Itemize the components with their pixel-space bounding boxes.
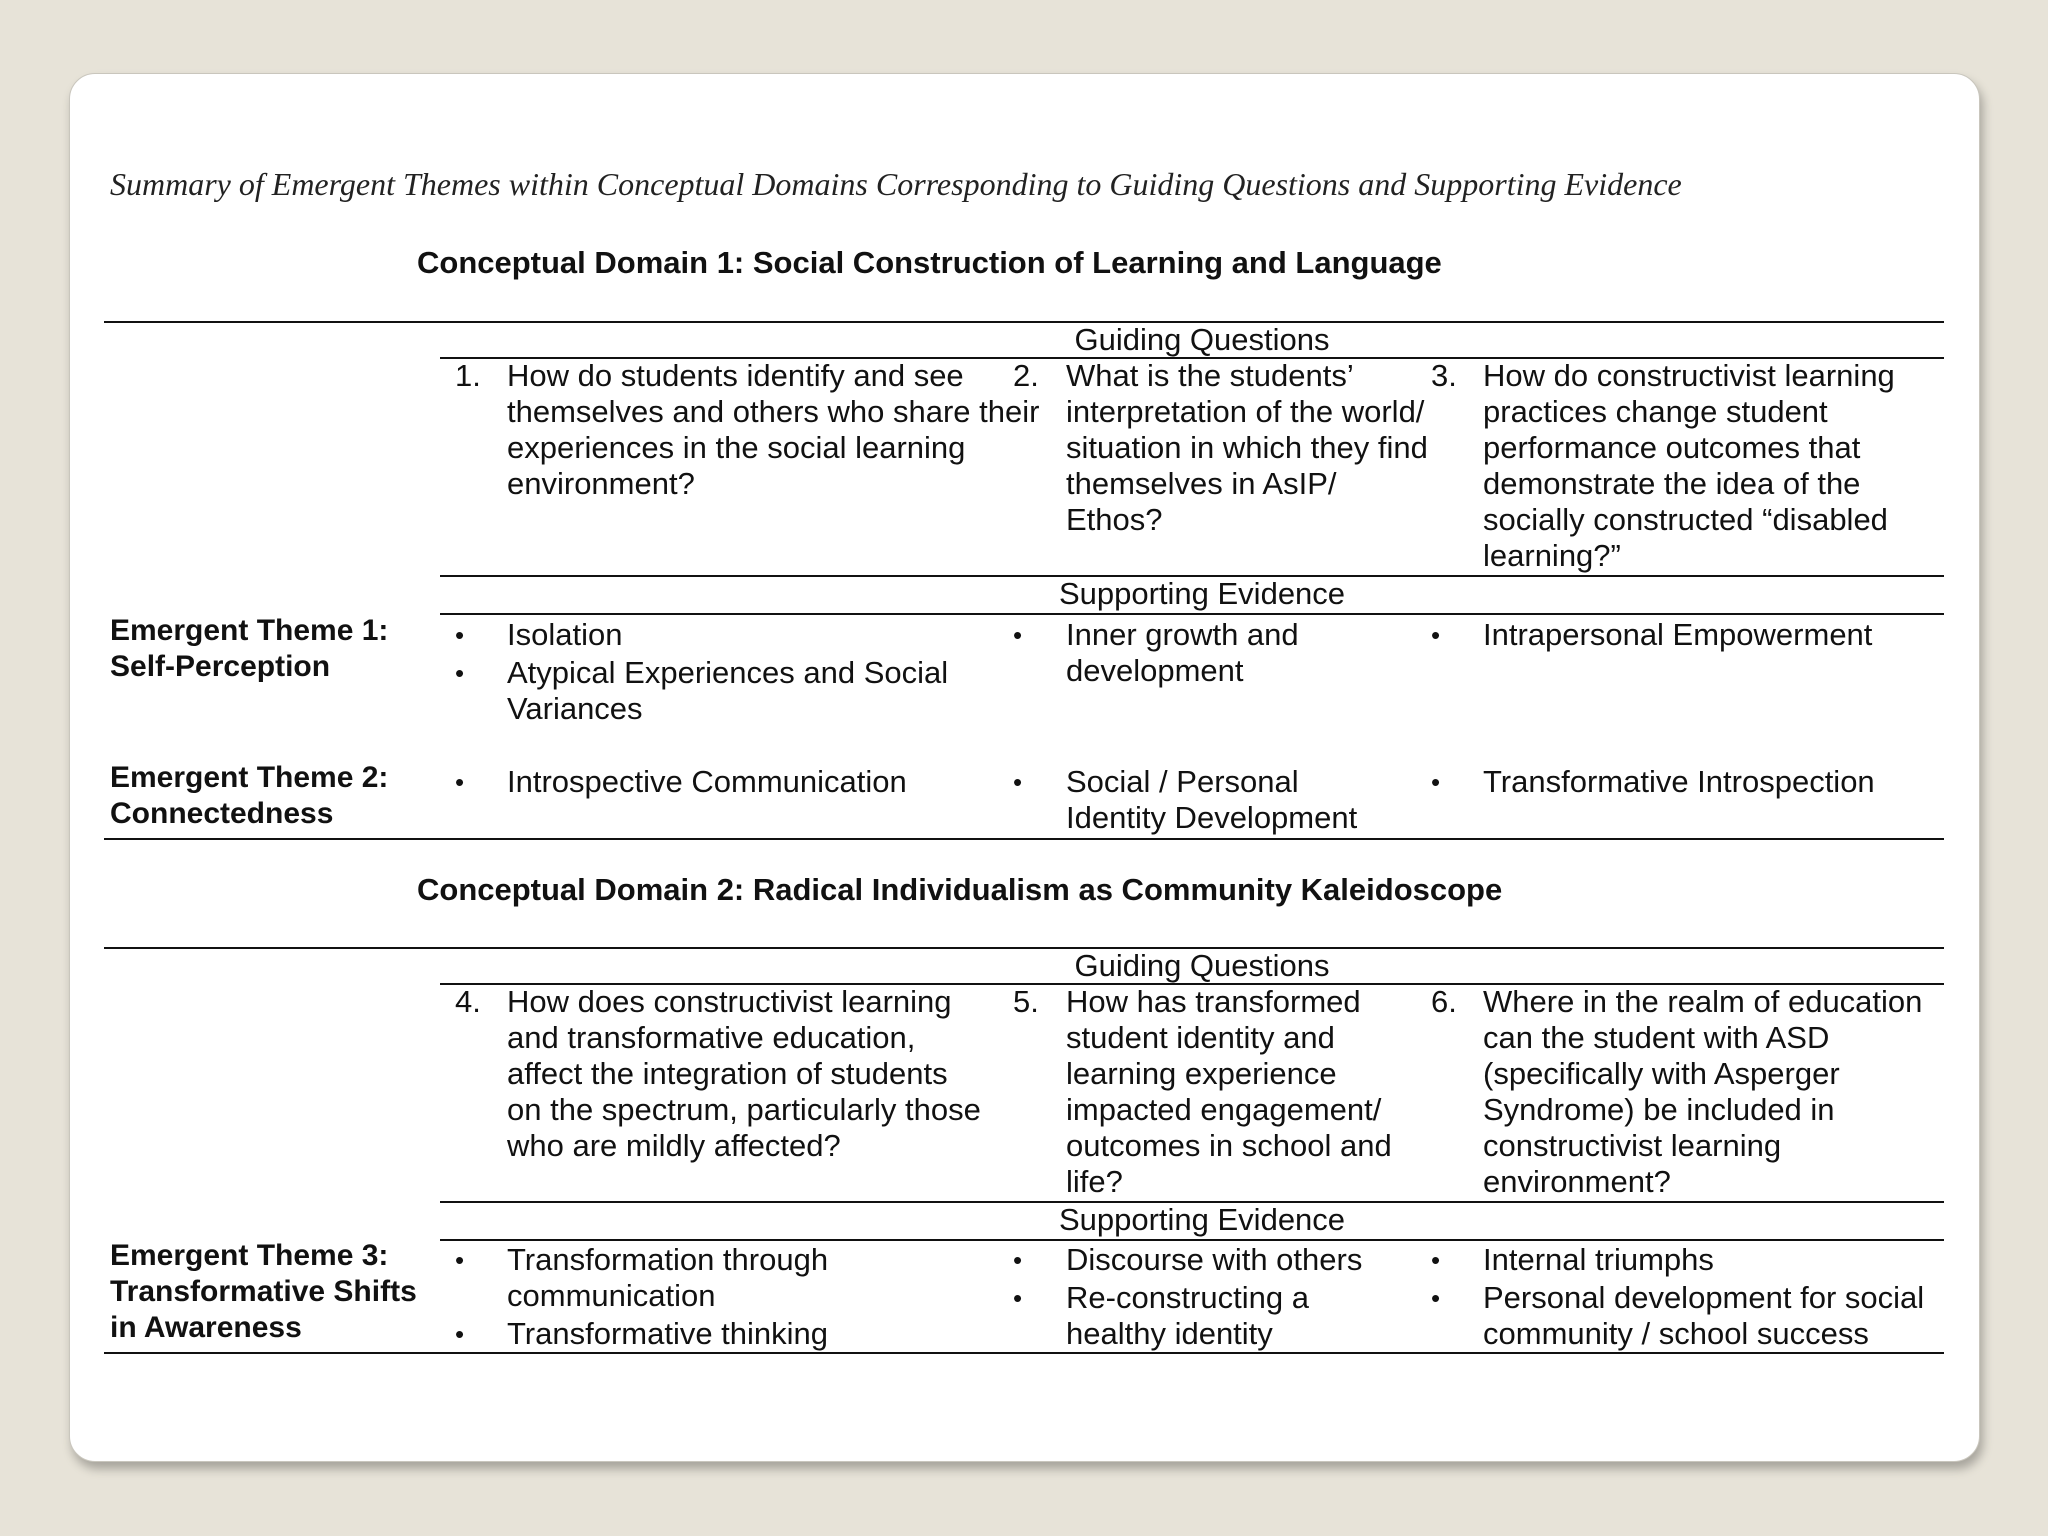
list-item: • Transformation through communication: [455, 1242, 829, 1313]
domain-1-title: Conceptual Domain 1: Social Construction of Learning and Language: [417, 245, 1442, 280]
emergent-theme-2: Emergent Theme 2: Connectedness: [110, 761, 389, 830]
emergent-theme-1: Emergent Theme 1: Self-Perception: [110, 614, 389, 683]
domain-2-title: Conceptual Domain 2: Radical Individualism as Community Kaleidoscope: [417, 872, 1503, 907]
table-caption: Summary of Emergent Themes within Conceptual Domains Corresponding to Guiding Questions and Supporting Evidence: [110, 166, 1682, 202]
list-item: • Isolation: [455, 617, 623, 652]
list-item: • Internal triumphs: [1431, 1242, 1714, 1277]
evidence-cell: • Internal triumphs • Personal development for social community / school success: [1431, 1242, 1931, 1280]
guiding-questions-label: Guiding Questions: [1074, 948, 1330, 983]
divider: [104, 838, 1944, 840]
list-item: • Discourse with others: [1013, 1242, 1363, 1277]
evidence-cell: • Discourse with others • Re-constructing a healthy identity: [1013, 1242, 1413, 1280]
guiding-questions-label: Guiding Questions: [1074, 322, 1330, 357]
divider: [440, 613, 1944, 615]
supporting-evidence-label: Supporting Evidence: [1058, 576, 1346, 611]
supporting-evidence-label: Supporting Evidence: [1058, 1202, 1346, 1237]
evidence-cell: • Isolation • Atypical Experiences and Social Variances: [455, 617, 995, 655]
divider: [440, 1239, 1944, 1241]
divider: [104, 1352, 1944, 1354]
emergent-theme-3: Emergent Theme 3: Transformative Shifts in Awareness: [110, 1239, 417, 1344]
evidence-cell: • Transformation through communication • Transformative thinking: [455, 1242, 995, 1316]
